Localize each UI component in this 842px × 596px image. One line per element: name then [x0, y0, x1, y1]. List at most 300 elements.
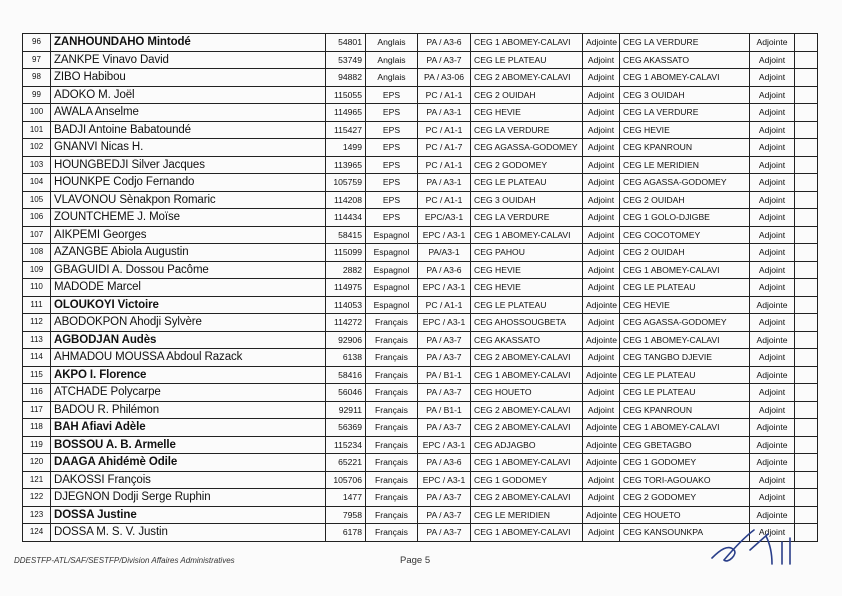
matricule: 114975 — [326, 279, 366, 297]
destination-school: CEG KANSOUNKPA — [620, 524, 750, 542]
destination-school: CEG 2 OUIDAH — [620, 244, 750, 262]
origin-school: CEG AKASSATO — [471, 331, 583, 349]
new-status: Adjoint — [750, 489, 795, 507]
new-status: Adjoint — [750, 349, 795, 367]
grade: PC / A1-1 — [418, 296, 471, 314]
origin-school: CEG 2 ABOMEY-CALAVI — [471, 69, 583, 87]
grade: PA / A3-7 — [418, 524, 471, 542]
discipline: Français — [366, 506, 418, 524]
current-status: Adjoint — [583, 191, 620, 209]
matricule: 6138 — [326, 349, 366, 367]
discipline: EPS — [366, 121, 418, 139]
new-status: Adjointe — [750, 454, 795, 472]
grade: EPC / A3-1 — [418, 436, 471, 454]
row-number: 105 — [23, 191, 51, 209]
row-number: 104 — [23, 174, 51, 192]
origin-school: CEG 1 GODOMEY — [471, 471, 583, 489]
destination-school: CEG AGASSA-GODOMEY — [620, 314, 750, 332]
destination-school: CEG LA VERDURE — [620, 104, 750, 122]
row-number: 121 — [23, 471, 51, 489]
table-row — [23, 261, 818, 279]
destination-school: CEG HOUETO — [620, 506, 750, 524]
discipline: Anglais — [366, 34, 418, 52]
grade: EPC / A3-1 — [418, 314, 471, 332]
destination-school: CEG HEVIE — [620, 296, 750, 314]
employee-name: AWALA Anselme — [51, 104, 326, 122]
current-status: Adjointe — [583, 296, 620, 314]
matricule: 92906 — [326, 331, 366, 349]
employee-name: BOSSOU A. B. Armelle — [51, 436, 326, 454]
new-status: Adjoint — [750, 104, 795, 122]
origin-school: CEG ADJAGBO — [471, 436, 583, 454]
grade: PA / A3-7 — [418, 506, 471, 524]
current-status: Adjoint — [583, 279, 620, 297]
matricule: 65221 — [326, 454, 366, 472]
discipline: Français — [366, 349, 418, 367]
grade: PA/A3-1 — [418, 244, 471, 262]
employee-name: ZIBO Habibou — [51, 69, 326, 87]
empty-cell — [795, 279, 818, 297]
employee-name: OLOUKOYI Victoire — [51, 296, 326, 314]
new-status: Adjointe — [750, 366, 795, 384]
table-row — [23, 331, 818, 349]
new-status: Adjointe — [750, 419, 795, 437]
table-row — [23, 156, 818, 174]
table-row — [23, 349, 818, 367]
destination-school: CEG 1 GOLO-DJIGBE — [620, 209, 750, 227]
matricule: 115055 — [326, 86, 366, 104]
row-number: 118 — [23, 419, 51, 437]
destination-school: CEG COCOTOMEY — [620, 226, 750, 244]
current-status: Adjoint — [583, 349, 620, 367]
matricule: 115099 — [326, 244, 366, 262]
grade: PC / A1-1 — [418, 121, 471, 139]
empty-cell — [795, 296, 818, 314]
row-number: 112 — [23, 314, 51, 332]
row-number: 124 — [23, 524, 51, 542]
table-row — [23, 209, 818, 227]
destination-school: CEG 2 OUIDAH — [620, 191, 750, 209]
new-status: Adjoint — [750, 191, 795, 209]
matricule: 56046 — [326, 384, 366, 402]
current-status: Adjointe — [583, 34, 620, 52]
row-number: 120 — [23, 454, 51, 472]
empty-cell — [795, 226, 818, 244]
grade: PA / A3-6 — [418, 454, 471, 472]
table-row — [23, 366, 818, 384]
origin-school: CEG 1 ABOMEY-CALAVI — [471, 524, 583, 542]
empty-cell — [795, 139, 818, 157]
current-status: Adjoint — [583, 471, 620, 489]
table-row — [23, 489, 818, 507]
matricule: 105706 — [326, 471, 366, 489]
row-number: 107 — [23, 226, 51, 244]
origin-school: CEG 2 ABOMEY-CALAVI — [471, 401, 583, 419]
discipline: Anglais — [366, 69, 418, 87]
employee-name: BAH Afiavi Adèle — [51, 419, 326, 437]
table-row — [23, 471, 818, 489]
empty-cell — [795, 174, 818, 192]
employee-name: ABODOKPON Ahodji Sylvère — [51, 314, 326, 332]
origin-school: CEG LE PLATEAU — [471, 296, 583, 314]
grade: EPC / A3-1 — [418, 279, 471, 297]
origin-school: CEG LA VERDURE — [471, 121, 583, 139]
table-row — [23, 139, 818, 157]
employee-name: MADODE Marcel — [51, 279, 326, 297]
employee-name: AGBODJAN Audès — [51, 331, 326, 349]
table-row — [23, 121, 818, 139]
table-row — [23, 86, 818, 104]
new-status: Adjoint — [750, 314, 795, 332]
table-row — [23, 314, 818, 332]
current-status: Adjoint — [583, 314, 620, 332]
discipline: Français — [366, 331, 418, 349]
discipline: EPS — [366, 156, 418, 174]
employee-name: AKPO I. Florence — [51, 366, 326, 384]
matricule: 94882 — [326, 69, 366, 87]
new-status: Adjoint — [750, 69, 795, 87]
origin-school: CEG LE MERIDIEN — [471, 506, 583, 524]
current-status: Adjointe — [583, 436, 620, 454]
new-status: Adjointe — [750, 436, 795, 454]
new-status: Adjoint — [750, 279, 795, 297]
matricule: 113965 — [326, 156, 366, 174]
empty-cell — [795, 349, 818, 367]
new-status: Adjoint — [750, 384, 795, 402]
destination-school: CEG LE PLATEAU — [620, 384, 750, 402]
new-status: Adjoint — [750, 139, 795, 157]
current-status: Adjoint — [583, 209, 620, 227]
table-row — [23, 419, 818, 437]
grade: EPC / A3-1 — [418, 226, 471, 244]
employee-name: AHMADOU MOUSSA Abdoul Razack — [51, 349, 326, 367]
empty-cell — [795, 419, 818, 437]
empty-cell — [795, 69, 818, 87]
origin-school: CEG 2 ABOMEY-CALAVI — [471, 419, 583, 437]
current-status: Adjoint — [583, 174, 620, 192]
table-row — [23, 191, 818, 209]
discipline: Anglais — [366, 51, 418, 69]
origin-school: CEG 1 ABOMEY-CALAVI — [471, 34, 583, 52]
grade: PC / A1-1 — [418, 156, 471, 174]
new-status: Adjoint — [750, 121, 795, 139]
signature — [706, 520, 816, 570]
discipline: Français — [366, 384, 418, 402]
row-number: 116 — [23, 384, 51, 402]
row-number: 122 — [23, 489, 51, 507]
employee-name: GBAGUIDI A. Dossou Pacôme — [51, 261, 326, 279]
matricule: 1477 — [326, 489, 366, 507]
matricule: 114434 — [326, 209, 366, 227]
origin-school: CEG HEVIE — [471, 261, 583, 279]
employee-name: ZANKPE Vinavo David — [51, 51, 326, 69]
destination-school: CEG KPANROUN — [620, 139, 750, 157]
grade: PA / A3-7 — [418, 384, 471, 402]
footer-department: DDESTFP-ATL/SAF/SESTFP/Division Affaires Administratives — [14, 556, 235, 565]
destination-school: CEG 1 GODOMEY — [620, 454, 750, 472]
destination-school: CEG LE MERIDIEN — [620, 156, 750, 174]
new-status: Adjoint — [750, 244, 795, 262]
empty-cell — [795, 401, 818, 419]
new-status: Adjoint — [750, 226, 795, 244]
discipline: Espagnol — [366, 261, 418, 279]
discipline: Français — [366, 436, 418, 454]
current-status: Adjoint — [583, 489, 620, 507]
grade: PA / A3-6 — [418, 261, 471, 279]
destination-school: CEG 3 OUIDAH — [620, 86, 750, 104]
table-row — [23, 174, 818, 192]
current-status: Adjointe — [583, 419, 620, 437]
discipline: EPS — [366, 139, 418, 157]
matricule: 6178 — [326, 524, 366, 542]
destination-school: CEG LE PLATEAU — [620, 279, 750, 297]
destination-school: CEG 1 ABOMEY-CALAVI — [620, 419, 750, 437]
empty-cell — [795, 384, 818, 402]
employee-name: DOSSA Justine — [51, 506, 326, 524]
matricule: 115427 — [326, 121, 366, 139]
empty-cell — [795, 366, 818, 384]
row-number: 123 — [23, 506, 51, 524]
origin-school: CEG 1 ABOMEY-CALAVI — [471, 454, 583, 472]
grade: EPC/A3-1 — [418, 209, 471, 227]
matricule: 56369 — [326, 419, 366, 437]
current-status: Adjoint — [583, 261, 620, 279]
empty-cell — [795, 121, 818, 139]
discipline: EPS — [366, 174, 418, 192]
row-number: 98 — [23, 69, 51, 87]
current-status: Adjoint — [583, 156, 620, 174]
origin-school: CEG 1 ABOMEY-CALAVI — [471, 366, 583, 384]
origin-school: CEG PAHOU — [471, 244, 583, 262]
empty-cell — [795, 331, 818, 349]
origin-school: CEG AGASSA-GODOMEY — [471, 139, 583, 157]
employee-name: DOSSA M. S. V. Justin — [51, 524, 326, 542]
discipline: EPS — [366, 191, 418, 209]
current-status: Adjointe — [583, 366, 620, 384]
grade: PA / A3-1 — [418, 104, 471, 122]
row-number: 102 — [23, 139, 51, 157]
discipline: Français — [366, 419, 418, 437]
row-number: 106 — [23, 209, 51, 227]
row-number: 101 — [23, 121, 51, 139]
table-row — [23, 69, 818, 87]
matricule: 115234 — [326, 436, 366, 454]
destination-school: CEG 2 GODOMEY — [620, 489, 750, 507]
table-row — [23, 51, 818, 69]
current-status: Adjointe — [583, 454, 620, 472]
row-number: 110 — [23, 279, 51, 297]
row-number: 114 — [23, 349, 51, 367]
new-status: Adjoint — [750, 261, 795, 279]
empty-cell — [795, 209, 818, 227]
employee-name: HOUNKPE Codjo Fernando — [51, 174, 326, 192]
row-number: 117 — [23, 401, 51, 419]
discipline: EPS — [366, 209, 418, 227]
origin-school: CEG LA VERDURE — [471, 209, 583, 227]
table-row — [23, 454, 818, 472]
employee-name: AIKPEMI Georges — [51, 226, 326, 244]
employee-name: ADOKO M. Joël — [51, 86, 326, 104]
table-row — [23, 279, 818, 297]
table-body — [23, 34, 818, 542]
current-status: Adjointe — [583, 331, 620, 349]
new-status: Adjoint — [750, 471, 795, 489]
destination-school: CEG 1 ABOMEY-CALAVI — [620, 261, 750, 279]
matricule: 58415 — [326, 226, 366, 244]
new-status: Adjoint — [750, 51, 795, 69]
employee-name: ZOUNTCHEME J. Moïse — [51, 209, 326, 227]
empty-cell — [795, 471, 818, 489]
origin-school: CEG HEVIE — [471, 104, 583, 122]
row-number: 96 — [23, 34, 51, 52]
origin-school: CEG HEVIE — [471, 279, 583, 297]
current-status: Adjoint — [583, 139, 620, 157]
current-status: Adjointe — [583, 506, 620, 524]
row-number: 100 — [23, 104, 51, 122]
destination-school: CEG 1 ABOMEY-CALAVI — [620, 331, 750, 349]
grade: PA / A3-7 — [418, 331, 471, 349]
new-status: Adjointe — [750, 506, 795, 524]
discipline: Espagnol — [366, 226, 418, 244]
empty-cell — [795, 86, 818, 104]
matricule: 114053 — [326, 296, 366, 314]
employee-name: DAKOSSI François — [51, 471, 326, 489]
table-row — [23, 244, 818, 262]
discipline: Espagnol — [366, 296, 418, 314]
matricule: 92911 — [326, 401, 366, 419]
grade: PA / B1-1 — [418, 366, 471, 384]
matricule: 54801 — [326, 34, 366, 52]
destination-school: CEG 1 ABOMEY-CALAVI — [620, 69, 750, 87]
discipline: Espagnol — [366, 244, 418, 262]
employee-name: ATCHADE Polycarpe — [51, 384, 326, 402]
current-status: Adjoint — [583, 524, 620, 542]
grade: PA / A3-06 — [418, 69, 471, 87]
matricule: 114208 — [326, 191, 366, 209]
destination-school: CEG LE PLATEAU — [620, 366, 750, 384]
empty-cell — [795, 156, 818, 174]
row-number: 115 — [23, 366, 51, 384]
employee-name: HOUNGBEDJI Silver Jacques — [51, 156, 326, 174]
discipline: Français — [366, 401, 418, 419]
grade: PA / A3-1 — [418, 174, 471, 192]
matricule: 114272 — [326, 314, 366, 332]
grade: EPC / A3-1 — [418, 471, 471, 489]
origin-school: CEG 2 ABOMEY-CALAVI — [471, 489, 583, 507]
current-status: Adjoint — [583, 69, 620, 87]
origin-school: CEG 2 OUIDAH — [471, 86, 583, 104]
destination-school: CEG LA VERDURE — [620, 34, 750, 52]
matricule: 53749 — [326, 51, 366, 69]
matricule: 114965 — [326, 104, 366, 122]
row-number: 103 — [23, 156, 51, 174]
current-status: Adjoint — [583, 401, 620, 419]
employee-name: VLAVONOU Sènakpon Romaric — [51, 191, 326, 209]
grade: PC / A1-1 — [418, 191, 471, 209]
grade: PA / A3-7 — [418, 419, 471, 437]
employee-name: BADJI Antoine Babatoundé — [51, 121, 326, 139]
grade: PA / A3-7 — [418, 489, 471, 507]
current-status: Adjoint — [583, 51, 620, 69]
destination-school: CEG HEVIE — [620, 121, 750, 139]
empty-cell — [795, 454, 818, 472]
employee-name: DJEGNON Dodji Serge Ruphin — [51, 489, 326, 507]
origin-school: CEG 2 GODOMEY — [471, 156, 583, 174]
empty-cell — [795, 436, 818, 454]
employee-name: ZANHOUNDAHO Mintodé — [51, 34, 326, 52]
origin-school: CEG 2 ABOMEY-CALAVI — [471, 349, 583, 367]
matricule: 1499 — [326, 139, 366, 157]
table-row — [23, 436, 818, 454]
new-status: Adjointe — [750, 34, 795, 52]
table-row — [23, 296, 818, 314]
discipline: EPS — [366, 86, 418, 104]
matricule: 105759 — [326, 174, 366, 192]
discipline: Français — [366, 366, 418, 384]
current-status: Adjoint — [583, 121, 620, 139]
empty-cell — [795, 489, 818, 507]
origin-school: CEG HOUETO — [471, 384, 583, 402]
row-number: 97 — [23, 51, 51, 69]
origin-school: CEG AHOSSOUGBETA — [471, 314, 583, 332]
new-status: Adjointe — [750, 331, 795, 349]
row-number: 111 — [23, 296, 51, 314]
discipline: Espagnol — [366, 279, 418, 297]
destination-school: CEG AGASSA-GODOMEY — [620, 174, 750, 192]
discipline: Français — [366, 471, 418, 489]
table-row — [23, 104, 818, 122]
current-status: Adjoint — [583, 104, 620, 122]
empty-cell — [795, 34, 818, 52]
table-row — [23, 384, 818, 402]
discipline: Français — [366, 524, 418, 542]
matricule: 7958 — [326, 506, 366, 524]
row-number: 113 — [23, 331, 51, 349]
employee-name: BADOU R. Philémon — [51, 401, 326, 419]
matricule: 58416 — [326, 366, 366, 384]
empty-cell — [795, 191, 818, 209]
discipline: EPS — [366, 104, 418, 122]
row-number: 99 — [23, 86, 51, 104]
destination-school: CEG AKASSATO — [620, 51, 750, 69]
new-status: Adjoint — [750, 86, 795, 104]
staff-transfer-table — [22, 33, 818, 542]
empty-cell — [795, 104, 818, 122]
destination-school: CEG TORI-AGOUAKO — [620, 471, 750, 489]
new-status: Adjoint — [750, 524, 795, 542]
destination-school: CEG TANGBO DJEVIE — [620, 349, 750, 367]
discipline: Français — [366, 454, 418, 472]
table-row — [23, 524, 818, 542]
discipline: Français — [366, 489, 418, 507]
current-status: Adjoint — [583, 86, 620, 104]
origin-school: CEG LE PLATEAU — [471, 174, 583, 192]
grade: PA / A3-7 — [418, 349, 471, 367]
matricule: 2882 — [326, 261, 366, 279]
employee-name: AZANGBE Abiola Augustin — [51, 244, 326, 262]
grade: PA / A3-6 — [418, 34, 471, 52]
new-status: Adjoint — [750, 174, 795, 192]
current-status: Adjoint — [583, 244, 620, 262]
empty-cell — [795, 51, 818, 69]
employee-name: GNANVI Nicas H. — [51, 139, 326, 157]
table-row — [23, 401, 818, 419]
grade: PA / B1-1 — [418, 401, 471, 419]
table-row — [23, 34, 818, 52]
row-number: 119 — [23, 436, 51, 454]
employee-name: DAAGA Ahidémè Odile — [51, 454, 326, 472]
destination-school: CEG KPANROUN — [620, 401, 750, 419]
